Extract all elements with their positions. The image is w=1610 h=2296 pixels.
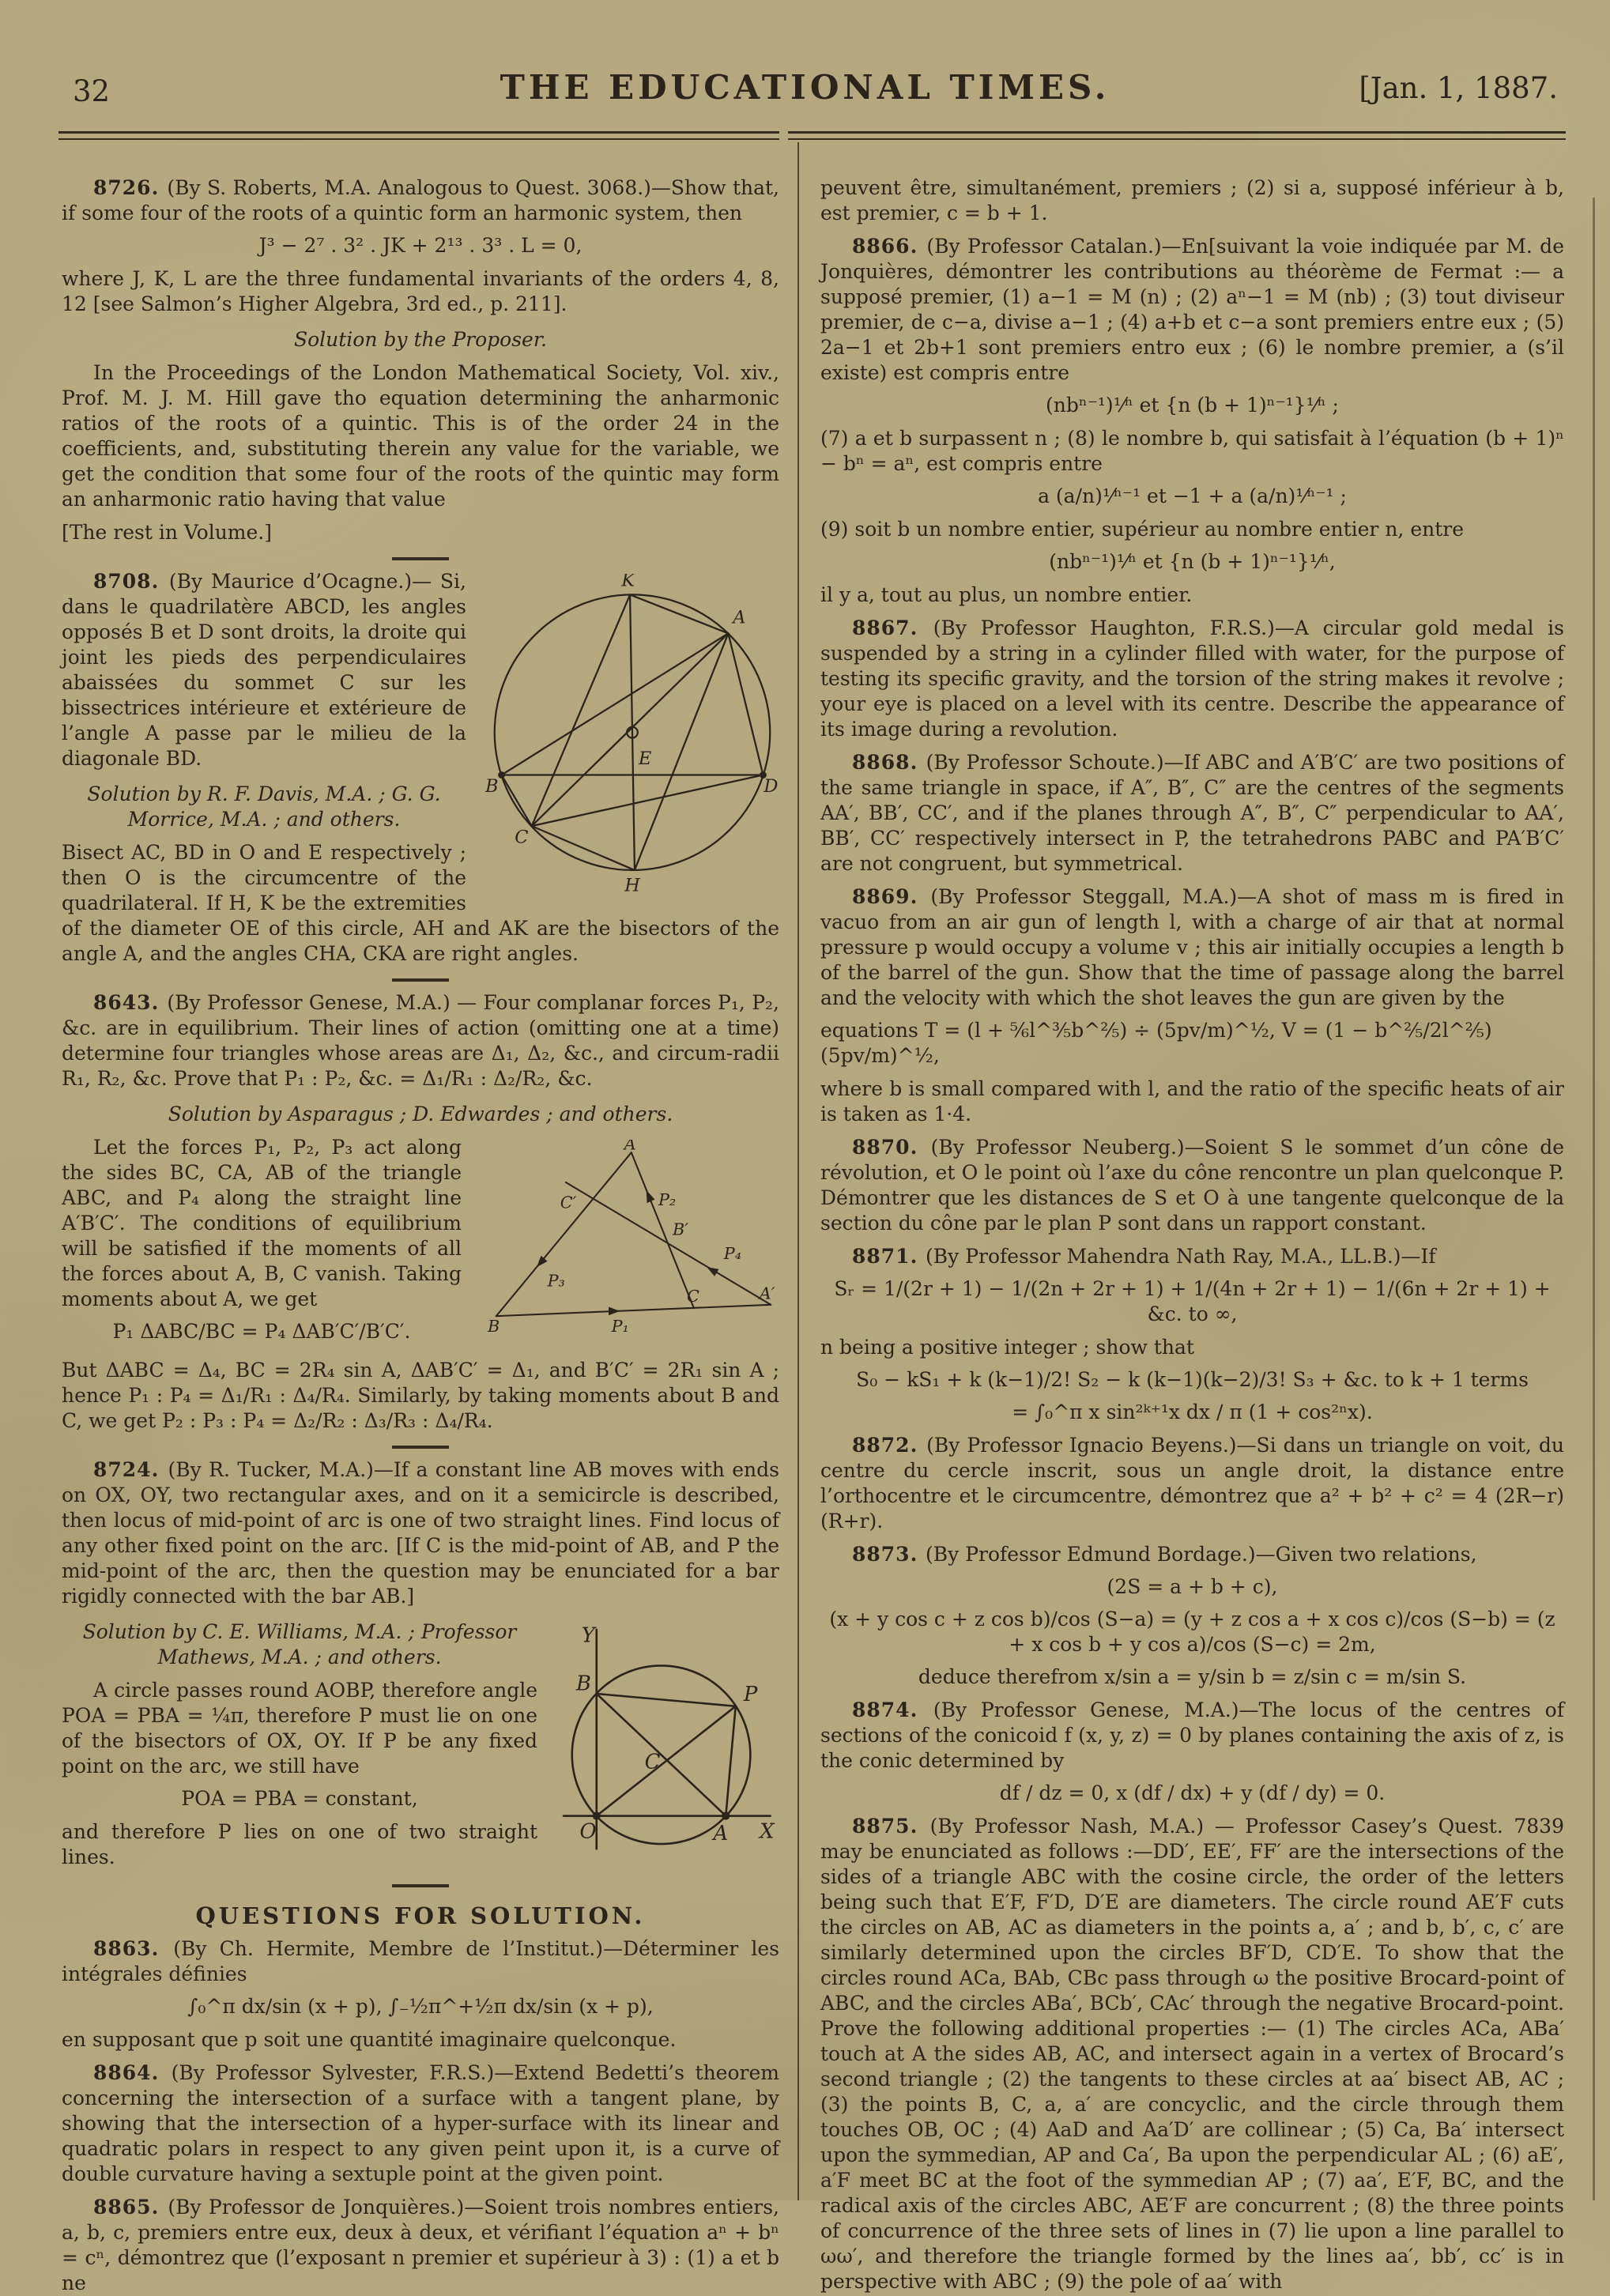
text-paragraph: (7) a et b surpassent n ; (8) le nombre b, qui satisfait à l’équation (b + 1)ⁿ − bⁿ = aⁿ, est compris entre [820, 427, 1564, 475]
solution-byline: Solution by Asparagus ; D. Edwardes ; and others. [168, 1103, 673, 1125]
problem-paragraph: 8643. (By Professor Genese, M.A.) — Four complanar forces P₁, P₂, &c. are in equilibrium. Their lines of action (omitting one at a time) determine four triangles whose areas are Δ₁, Δ₂, &c., and circum-radii R₁, R₂, &c. Prove that P₁ : P₂, &c. = Δ₁∕R₁ : Δ₂∕R₂, &c. [62, 991, 779, 1090]
solution-byline: Solution by C. E. Williams, M.A. ; Professor Mathews, M.A. ; and others. [82, 1620, 517, 1669]
problem-paragraph: 8873. (By Professor Edmund Bordage.)—Given two relations, [852, 1543, 1477, 1566]
figure-shape [647, 1190, 655, 1203]
text-paragraph: en supposant que p soit une quantité imaginaire quelconque. [62, 2027, 677, 2051]
problem-paragraph: 8866. (By Professor Catalan.)—En[suivant la voie indiquée par M. de Jonquières, démontrer les contributions au théorème de Fermat :— a supposé premier, (1) a−1 = M (n) ; (2) aⁿ−1 = M (nb) ; (3) tout diviseur premier, de c−a, divise a−1 ; (4) a+b et c−a sont premiers entre eux ; (5) 2a−1 et 2b+1 sont premiers entro eux ; (6) le nombre premier, a (s’il existe) est compris entre [820, 235, 1564, 384]
formula: df ∕ dz = 0, x (df ∕ dx) + y (df ∕ dy) = 0. [999, 1781, 1386, 1804]
text-figure-group [62, 1135, 779, 1350]
problem-paragraph: 8869. (By Professor Steggall, M.A.)—A shot of mass m is fired in vacuo from an air gun of length l, with a charge of air that at normal pressure p would occupy a volume v ; this air initially occupies a length b of the barrel of the gun. Show that the time of passage along the barrel and the velocity with which the shot leaves the gun are given by the [820, 885, 1564, 1009]
problem-number: 8643. [93, 991, 168, 1014]
problem-number: 8726. [93, 176, 168, 199]
figure-point-label: P₂ [658, 1189, 677, 1209]
journal-title: THE EDUCATIONAL TIMES. [500, 68, 1110, 107]
header-rule-left [58, 131, 779, 140]
problem-number: 8875. [852, 1815, 930, 1838]
problem-paragraph: 8875. (By Professor Nash, M.A.) — Professor Casey’s Quest. 7839 may be enunciated as follows :—DD′, EE′, FF′ are the intersections of the sides of a triangle ABC with the cosine circle, the order of the letters being such that E′F, F′D, D′E are diameters. The circle round AE′F cuts the circles on AB, AC as diameters in the points a, a′ ; and b, b′, c, c′ are similarly determined upon the circles BF′D, CD′E. To show that the circles round ACa, BAb, CBc pass through ω the positive Brocard-point of ABC, and the circles ABa′, BCb′, CAc′ through the negative Brocard-point. Prove the following additional properties :— (1) The circles ACa, ABa′ touch at A the sides AB, AC, and intersect again in a vertex of Brocard’s second triangle ; (2) the tangents to these circles at aa′ bisect AB, AC ; (3) the points B, C, a, a′ are concyclic, and the circle through them touches OB, OC ; (4) AaD and Aa′D′ are collinear ; (5) Ca, Ba′ intersect upon the symmedian, AP and Ca′, Ba upon the perpendicular AL ; (6) aE′, a′F meet BC at the foot of the symmedian AP ; (7) aa′, E′F, BC, and the radical axis of the circles ABC, AE′F are concurrent ; (8) the three points of concurrence of the three sets of lines in (7) lie upon a line parallel to ωω′, and therefore the triangle formed by the lines aa′, bb′, cc′ is in perspective with ABC ; (9) the pole of aa′ with [820, 1815, 1564, 2293]
figure-point-label: A [733, 607, 746, 628]
page-number: 32 [73, 74, 111, 108]
figure-point-label: P [743, 1683, 758, 1707]
figure-point-label: B [485, 776, 499, 797]
figure-point-label: B′ [672, 1220, 688, 1239]
figure-point-label: O [579, 1820, 597, 1845]
problem-paragraph: 8874. (By Professor Genese, M.A.)—The locus of the centres of sections of the conicoid f (x, y, z) = 0 by planes containing the axis of z, is the conic determined by [820, 1698, 1564, 1772]
problem-paragraph: 8870. (By Professor Neuberg.)—Soient S le sommet d’un cône de révolution, et O le point où l’axe du cône rencontre un plan quelconque P. Démontrer que les distances de S et O à une tangente quelconque de la section du cône par le plan P sont dans un rapport constant. [820, 1136, 1564, 1235]
problem-paragraph: 8708. (By Maurice d’Ocagne.)— Si, dans le quadrilatère ABCD, les angles opposés B et D sont droits, la droite qui joint les pieds des perpendiculaires abaissées du sommet C sur les bissectrices intérieure et extérieure de l’angle A passe par le milieu de la diagonale BD. [62, 570, 466, 770]
figure-shape [532, 633, 729, 826]
text-paragraph: where J, K, L are the three fundamental invariants of the orders 4, 8, 12 [see Salmon’s Higher Algebra, 3rd ed., p. 211]. [62, 267, 779, 315]
figure-shape [630, 594, 635, 870]
problem-number: 8874. [852, 1698, 933, 1721]
text-paragraph: In the Proceedings of the London Mathematical Society, Vol. xiv., Prof. M. J. M. Hill gave tho equation determining the anharmonic ratios of the roots of a quintic. This is of the order 24 in the coefficients, and, substituting therein any value for the variable, we get the condition that some four of the roots of the quintic may form an anharmonic ratio having that value [62, 361, 779, 511]
formula: (nbⁿ⁻¹)¹⁄ⁿ et {n (b + 1)ⁿ⁻¹}¹⁄ⁿ, [1049, 550, 1336, 573]
right-column [820, 168, 1564, 2294]
section-divider [392, 978, 449, 982]
figure-shape [630, 594, 728, 633]
left-column [62, 168, 779, 2296]
text-paragraph: A circle passes round AOBP, therefore angle POA = PBA = ¼π, therefore P must lie on one of the bisectors of OX, OY. If P be any fixed point on the arc, we still have [62, 1679, 537, 1778]
figure-shape [502, 633, 729, 775]
problem-paragraph: 8868. (By Professor Schoute.)—If ABC and A′B′C′ are two positions of the same triangle in space, if A″, B″, C″ are the centres of the segments AA′, BB′, CC′, and if the planes through A″, B″, C″ perpendicular to AA′, BB′, CC′ respectively intersect in P, the tetrahedrons PABC and PA′B′C′ are not congruent, but symmetrical. [820, 751, 1564, 875]
figure-point-label: D [764, 776, 779, 797]
problem-number: 8868. [852, 751, 926, 774]
problem-paragraph: 8865. (By Professor de Jonquières.)—Soient trois nombres entiers, a, b, c, premiers entre eux, deux à deux, et vérifiant l’équation aⁿ + bⁿ = cⁿ, démontrez que (l’exposant n premier et supérieur à 3) : (1) a et b ne [62, 2195, 779, 2294]
figure-shape [593, 1812, 601, 1820]
problem-paragraph: 8867. (By Professor Haughton, F.R.S.)—A circular gold medal is suspended by a string in a cylinder filled with water, for the purpose of testing its specific gravity, and the torsion of the string makes it revolve ; your eye is placed on a level with its centre. Describe the appearance of its image during a revolution. [820, 616, 1564, 741]
figure-shape [726, 1706, 735, 1816]
text-paragraph: peuvent être, simultanément, premiers ; (2) si a, supposé inférieur à b, est premier, c = b + 1. [820, 176, 1564, 224]
section-divider [392, 1446, 449, 1449]
text-figure-group [62, 569, 779, 967]
formula: a (a∕n)¹⁄ⁿ⁻¹ et −1 + a (a∕n)¹⁄ⁿ⁻¹ ; [1038, 484, 1347, 507]
problem-number: 8867. [852, 616, 933, 639]
formula: (2S = a + b + c), [1107, 1575, 1278, 1598]
figure-shape [597, 1706, 736, 1816]
solution-byline: Solution by R. F. Davis, M.A. ; G. G. Morrice, M.A. ; and others. [87, 782, 441, 831]
figure-shape [597, 1694, 726, 1816]
figure-point-label: P₄ [723, 1244, 742, 1264]
figure-shape [496, 1305, 771, 1316]
problem-paragraph: 8871. (By Professor Mahendra Nath Ray, M.A., LL.B.)—If [852, 1245, 1436, 1268]
figure-point-label: E [638, 748, 652, 769]
figure-point-label: C [686, 1287, 699, 1306]
formula: Sᵣ = 1∕(2r + 1) − 1∕(2n + 2r + 1) + 1∕(4n + 2r + 1) − 1∕(6n + 2r + 1) + &c. to ∞, [834, 1277, 1551, 1325]
figure-point-label: P₁ [611, 1316, 629, 1336]
problem-number: 8708. [93, 570, 169, 593]
figure-shape [597, 1694, 736, 1706]
header-rule-right [788, 131, 1566, 140]
text-paragraph: Let the forces P₁, P₂, P₃ act along the sides BC, CA, AB of the triangle ABC, and P₄ along the straight line A′B′C′. The conditions of equilibrium will be satisfied if the moments of all the forces about A, B, C vanish. Taking moments about A, we get [62, 1136, 462, 1310]
masthead [0, 65, 1610, 120]
problem-paragraph: 8864. (By Professor Sylvester, F.R.S.)—Extend Bedetti’s theorem concerning the intersection of a surface with a tangent plane, by showing that the intersection of a hyper-surface with its linear and quadratic polars in respect to any given peint upon it, is a curve of double curvature having a sextuple point at the given point. [62, 2060, 779, 2185]
figure-shape [532, 775, 764, 827]
issue-date: [Jan. 1, 1887. [1359, 71, 1558, 105]
figure-point-label: X [760, 1820, 775, 1845]
problem-paragraph: 8724. (By R. Tucker, M.A.)—If a constant line AB moves with ends on OX, OY, two rectangular axes, and on it a semicircle is described, then locus of mid-point of arc is one of two straight lines. Find locus of any other fixed point on the arc. [If C is the mid-point of AB, and P the mid-point of the arc, then the question may be enunciated for a bar rigidly connected with the bar AB.] [62, 1458, 779, 1608]
text-paragraph: n being a positive integer ; show that [820, 1336, 1194, 1359]
problem-number: 8870. [852, 1136, 931, 1159]
figure-shape [722, 1812, 730, 1820]
figure-point-label: H [624, 875, 640, 896]
figure-point-label: B [488, 1316, 500, 1336]
text-paragraph: But ΔABC = Δ₄, BC = 2R₄ sin A, ΔAB′C′ = Δ₁, and B′C′ = 2R₁ sin A ; hence P₁ : P₄ = Δ₁∕R₁ : Δ₄∕R₄. Similarly, by taking moments about B and C, we get P₂ : P₃ : P₄ = Δ₂∕R₂ : Δ₃∕R₃ : Δ₄∕R₄. [62, 1359, 779, 1433]
problem-number: 8724. [93, 1458, 168, 1482]
problem-paragraph: 8863. (By Ch. Hermite, Membre de l’Institut.)—Déterminer les intégrales définies [62, 1936, 779, 1985]
text-paragraph: Bisect AC, BD in O and E respectively ; then O is the circumcentre of the quadrilateral. If H, K be the extremities of the diameter OE of this circle, AH and AK are the bisectors of the angle A, and the angles CHA, CKA are right angles. [62, 841, 779, 965]
formula: (x + y cos c + z cos b)∕cos (S−a) = (y + z cos a + x cos c)∕cos (S−b) = (z + x cos b + y cos a)∕cos (S−c) = 2m, [829, 1608, 1555, 1656]
figure-point-label: P₃ [547, 1271, 565, 1291]
formula: P₁ ΔABC∕BC = P₄ ΔAB′C′∕B′C′. [112, 1320, 411, 1343]
page-edge-shadow [1593, 198, 1595, 2200]
problem-paragraph: 8726. (By S. Roberts, M.A. Analogous to Quest. 3068.)—Show that, if some four of the roots of a quintic form an harmonic system, then [62, 176, 779, 224]
figure-point-label: C′ [560, 1193, 577, 1212]
section-divider [392, 1884, 449, 1887]
circle-axes-figure [556, 1624, 779, 1864]
figure-point-label: C [644, 1751, 661, 1775]
fig8724-svg [556, 1624, 779, 1858]
circle-quadrilateral-figure [485, 574, 779, 905]
formula: S₀ − kS₁ + k (k−1)∕2! S₂ − k (k−1)(k−2)∕3! S₃ + &c. to k + 1 terms [856, 1368, 1529, 1391]
solution-byline: Solution by the Proposer. [293, 328, 548, 351]
formula: POA = PBA = constant, [181, 1787, 418, 1811]
fig8708-svg [485, 574, 779, 899]
fig8643-svg [481, 1140, 779, 1336]
formula: ∫₀^π dx∕sin (x + p), ∫₋½π^+½π dx∕sin (x + p), [187, 1994, 654, 2018]
figure-point-label: A [624, 1140, 636, 1154]
figure-shape [532, 594, 630, 826]
problem-number: 8864. [93, 2060, 172, 2084]
text-paragraph: (9) soit b un nombre entier, supérieur au nombre entier n, entre [820, 518, 1465, 541]
questions-for-solution-heading: QUESTIONS FOR SOLUTION. [195, 1902, 646, 1929]
text-paragraph: il y a, tout au plus, un nombre entier. [820, 583, 1193, 606]
figure-point-label: B [575, 1672, 591, 1696]
problem-number: 8873. [852, 1543, 926, 1566]
problem-number: 8865. [93, 2195, 168, 2219]
text-figure-group [62, 1619, 779, 1872]
problem-number: 8866. [852, 235, 927, 258]
problem-number: 8863. [93, 1936, 174, 1960]
triangle-forces-figure [481, 1140, 779, 1342]
figure-point-label: A [713, 1822, 729, 1846]
text-paragraph: where b is small compared with l, and the ratio of the specific heats of air is taken as 1·4. [820, 1077, 1564, 1125]
text-paragraph: and therefore P lies on one of two straight lines. [62, 1820, 537, 1869]
figure-point-label: A′ [759, 1284, 775, 1303]
figure-shape [707, 1267, 718, 1276]
figure-shape [532, 826, 635, 870]
section-divider [392, 557, 449, 560]
figure-point-label: C [515, 827, 529, 848]
problem-number: 8872. [852, 1434, 927, 1457]
problem-paragraph: 8872. (By Professor Ignacio Beyens.)—Si dans un triangle on voit, du centre du cercle inscrit, sous un angle droit, la distance entre l’orthocentre et le circumcentre, démontrez que a² + b² + c² = 4 (2R−r)(R+r). [820, 1434, 1564, 1533]
figure-point-label: Y [581, 1624, 595, 1648]
figure-point-label: K [621, 574, 635, 591]
figure-shape [609, 1306, 620, 1315]
formula: equations T = (l + ⅚l^⅗b^⅖) ÷ (5pv∕m)^½, V = (1 − b^⅖∕2l^⅖)(5pv∕m)^½, [820, 1019, 1492, 1067]
formula: = ∫₀^π x sin²ᵏ⁺¹x dx ∕ π (1 + cos²ⁿx). [1012, 1401, 1373, 1423]
figure-shape [496, 1152, 632, 1316]
column-divider [797, 142, 799, 2200]
problem-number: 8869. [852, 885, 931, 908]
formula: (nbⁿ⁻¹)¹⁄ⁿ et {n (b + 1)ⁿ⁻¹}¹⁄ⁿ ; [1046, 394, 1339, 417]
problem-number: 8871. [852, 1245, 926, 1268]
figure-shape [502, 775, 532, 827]
formula: deduce therefrom x∕sin a = y∕sin b = z∕sin c = m∕sin S. [918, 1665, 1467, 1688]
text-paragraph: [The rest in Volume.] [62, 521, 272, 544]
figure-shape [537, 1256, 547, 1267]
formula: J³ − 2⁷ . 3² . JK + 2¹³ . 3³ . L = 0, [258, 234, 583, 257]
